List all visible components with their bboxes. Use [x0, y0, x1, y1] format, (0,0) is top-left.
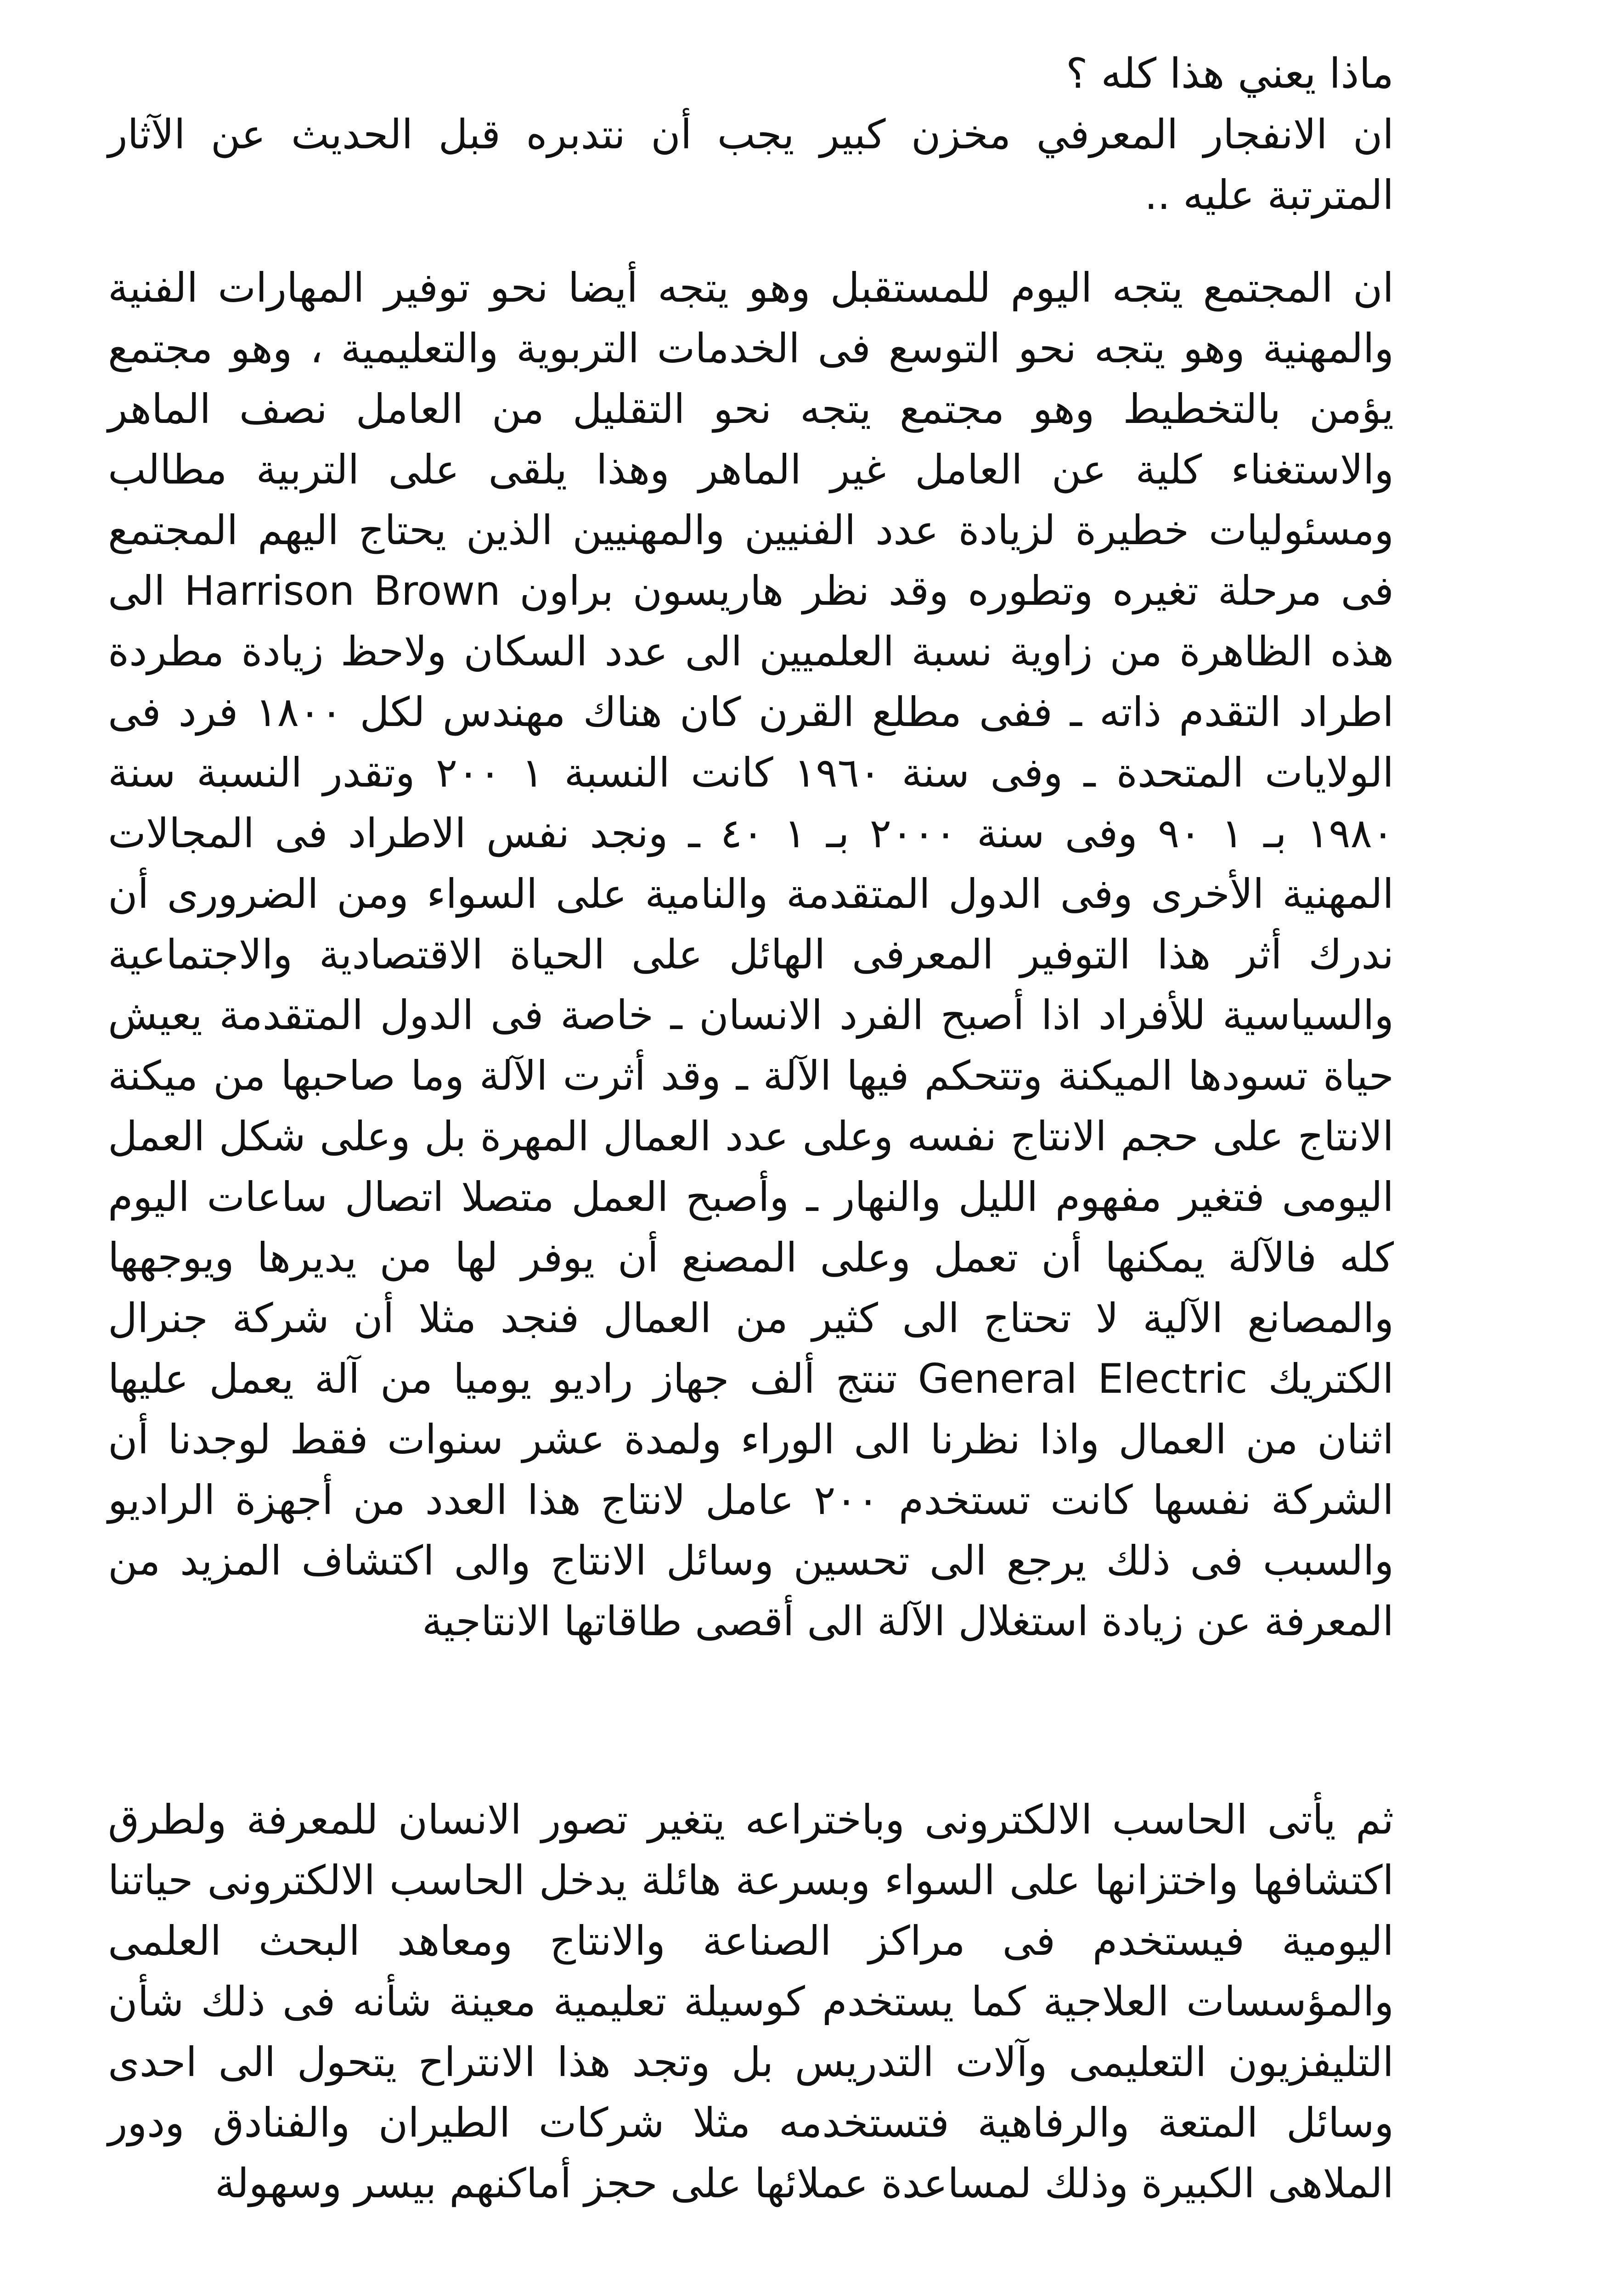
document-page	[108, 44, 1394, 2296]
paragraph-spacer	[108, 225, 1394, 258]
paragraph-1: ان الانفجار المعرفي مخزن كبير يجب أن نتدبره قبل الحديث عن الآثار المترتبة عليه ..	[108, 111, 1394, 219]
paragraph-spacer	[108, 2214, 1394, 2296]
paragraph-2: ان المجتمع يتجه اليوم للمستقبل وهو يتجه أيضا نحو توفير المهارات الفنية والمهنية وهو يتجه نحو التوسع فى الخدمات التربوية والتعليمية ، وهو مجتمع يؤمن بالتخطيط وهو مجتمع يتجه نحو التقليل من العامل نصف الماهر والاستغناء كلية عن العامل غير الماهر وهذا يلقى على التربية مطالب ومسئوليات خطيرة لزيادة عدد الفنيين والمهنيين الذين يحتاج اليهم المجتمع فى مرحلة تغيره وتطوره وقد نظر هاريسون براون Harrison Brown الى هذه الظاهرة من زاوية نسبة العلميين الى عدد السكان ولاحظ زيادة مطردة اطراد التقدم ذاته ـ ففى مطلع القرن كان هناك مهندس لكل ١٨٠٠ فرد فى الولايات المتحدة ـ وفى سنة ١٩٦٠ كانت النسبة ١ ٢٠٠ وتقدر النسبة سنة ١٩٨٠ بـ ١ ٩٠ وفى سنة ٢٠٠٠ بـ ١ ٤٠ ـ ونجد نفس الاطراد فى المجالات المهنية الأخرى وفى الدول المتقدمة والنامية على السواء ومن الضرورى أن ندرك أثر هذا التوفير المعرفى الهائل على الحياة الاقتصادية والاجتماعية والسياسية للأفراد اذا أصبح الفرد الانسان ـ خاصة فى الدول المتقدمة يعيش حياة تسودها الميكنة وتتحكم فيها الآلة ـ وقد أثرت الآلة وما صاحبها من ميكنة الانتاج على حجم الانتاج نفسه وعلى عدد العمال المهرة بل وعلى شكل العمل اليومى فتغير مفهوم الليل والنهار ـ وأصبح العمل متصلا اتصال ساعات اليوم كله فالآلة يمكنها أن تعمل وعلى المصنع أن يوفر لها من يديرها ويوجهها والمصانع الآلية لا تحتاج الى كثير من العمال فنجد مثلا أن شركة جنرال الكتريك General Electric تنتج ألف جهاز راديو يوميا من آلة يعمل عليها اثنان من العمال واذا نظرنا الى الوراء ولمدة عشر سنوات فقط لوجدنا أن الشركة نفسها كانت تستخدم ٢٠٠ عامل لانتاج هذا العدد من أجهزة الراديو والسبب فى ذلك يرجع الى تحسين وسائل الانتاج والى اكتشاف المزيد من المعرفة عن زيادة استغلال الآلة الى أقصى طاقاتها الانتاجية	[108, 264, 1394, 1645]
paragraph-3: ثم يأتى الحاسب الالكترونى وباختراعه يتغير تصور الانسان للمعرفة ولطرق اكتشافها واختزانها على السواء وبسرعة هائلة يدخل الحاسب الالكترونى حياتنا اليومية فيستخدم فى مراكز الصناعة والانتاج ومعاهد البحث العلمى والمؤسسات العلاجية كما يستخدم كوسيلة تعليمية معينة شأنه فى ذلك شأن التليفزيون التعليمى وآلات التدريس بل وتجد هذا الانتراح يتحول الى احدى وسائل المتعة والرفاهية فتستخدمه مثلا شركات الطيران والفنادق ودور الملاهى الكبيرة وذلك لمساعدة عملائها على حجز أماكنهم بيسر وسهولة	[108, 1796, 1394, 2207]
paragraph-spacer	[108, 1652, 1394, 1790]
section-heading: ماذا يعني هذا كله ؟	[1065, 50, 1394, 98]
